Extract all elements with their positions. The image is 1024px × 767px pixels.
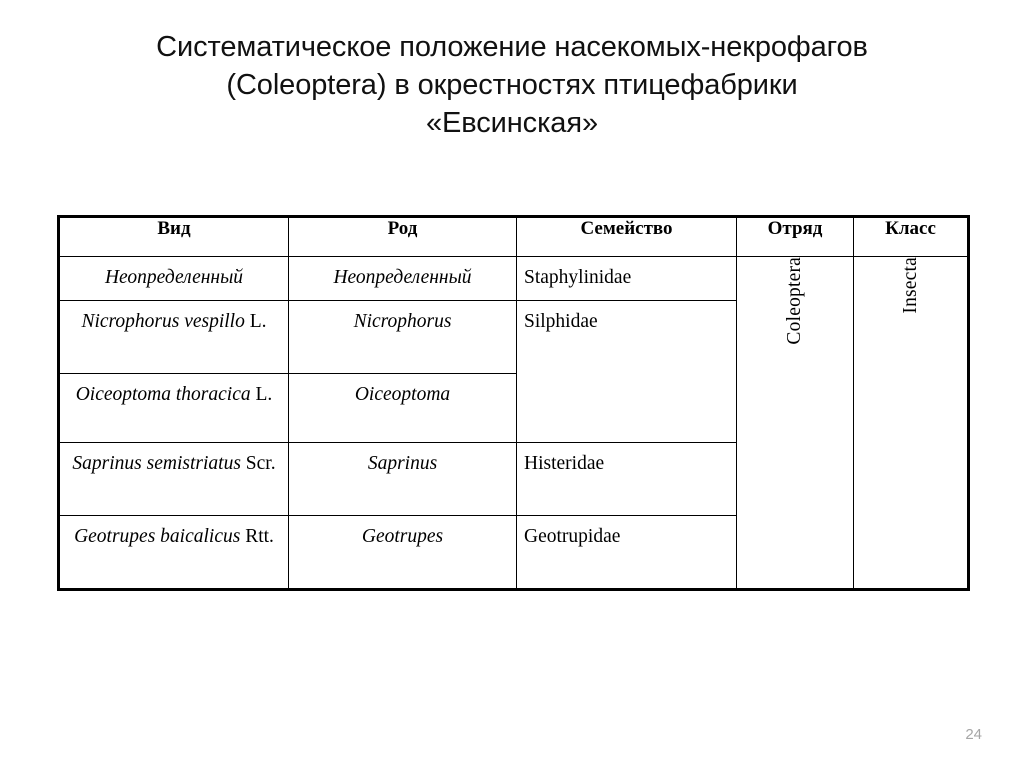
page-title-line-1: Систематическое положение насекомых-некрофагов [156, 31, 868, 63]
species-author: L. [255, 384, 273, 405]
family-name: Silphidae [524, 311, 598, 332]
genus-name: Saprinus [367, 453, 438, 474]
genus-name: Неопределенный [333, 267, 472, 288]
species-author: L. [249, 311, 267, 332]
systematics-table-wrapper [57, 215, 967, 591]
class-name: Insecta [899, 257, 921, 314]
page-number: 24 [965, 726, 982, 743]
species-name: Oiceoptoma thoracica [75, 384, 251, 405]
cell-family [517, 516, 737, 590]
cell-genus [289, 257, 517, 301]
column-header-genus: Род [289, 217, 517, 257]
table-body [59, 257, 969, 590]
table-header-row [59, 217, 969, 257]
order-name: Coleoptera [784, 257, 806, 345]
cell-species [59, 374, 289, 443]
genus-name: Geotrupes [361, 526, 444, 547]
cell-genus [289, 516, 517, 590]
page-title-line-2: (Coleoptera) в окрестностях птицефабрики [226, 69, 798, 101]
cell-class [854, 257, 969, 590]
cell-family [517, 257, 737, 301]
column-header-class: Класс [854, 217, 969, 257]
cell-order [737, 257, 854, 590]
column-header-family: Семейство [517, 217, 737, 257]
table-row [59, 257, 969, 301]
cell-genus [289, 443, 517, 516]
systematics-table [57, 215, 970, 591]
table-header [59, 217, 969, 257]
cell-species [59, 301, 289, 374]
species-author: Rtt. [245, 526, 274, 547]
species-name: Nicrophorus vespillo [81, 311, 245, 332]
cell-genus [289, 374, 517, 443]
family-name: Staphylinidae [524, 267, 632, 288]
page-title [62, 28, 962, 142]
column-header-species: Вид [59, 217, 289, 257]
genus-name: Oiceoptoma [354, 384, 451, 405]
cell-family [517, 301, 737, 443]
column-header-order: Отряд [737, 217, 854, 257]
cell-family [517, 443, 737, 516]
family-name: Geotrupidae [524, 526, 621, 547]
species-name: Geotrupes baicalicus [74, 526, 241, 547]
species-name: Неопределенный [104, 267, 244, 288]
genus-name: Nicrophorus [353, 311, 452, 332]
cell-species [59, 516, 289, 590]
page-title-line-3: «Евсинская» [426, 107, 598, 139]
species-name: Saprinus semistriatus [72, 453, 241, 474]
cell-species [59, 443, 289, 516]
species-author: Scr. [245, 453, 276, 474]
family-name: Histeridae [524, 453, 605, 474]
cell-species [59, 257, 289, 301]
cell-genus [289, 301, 517, 374]
